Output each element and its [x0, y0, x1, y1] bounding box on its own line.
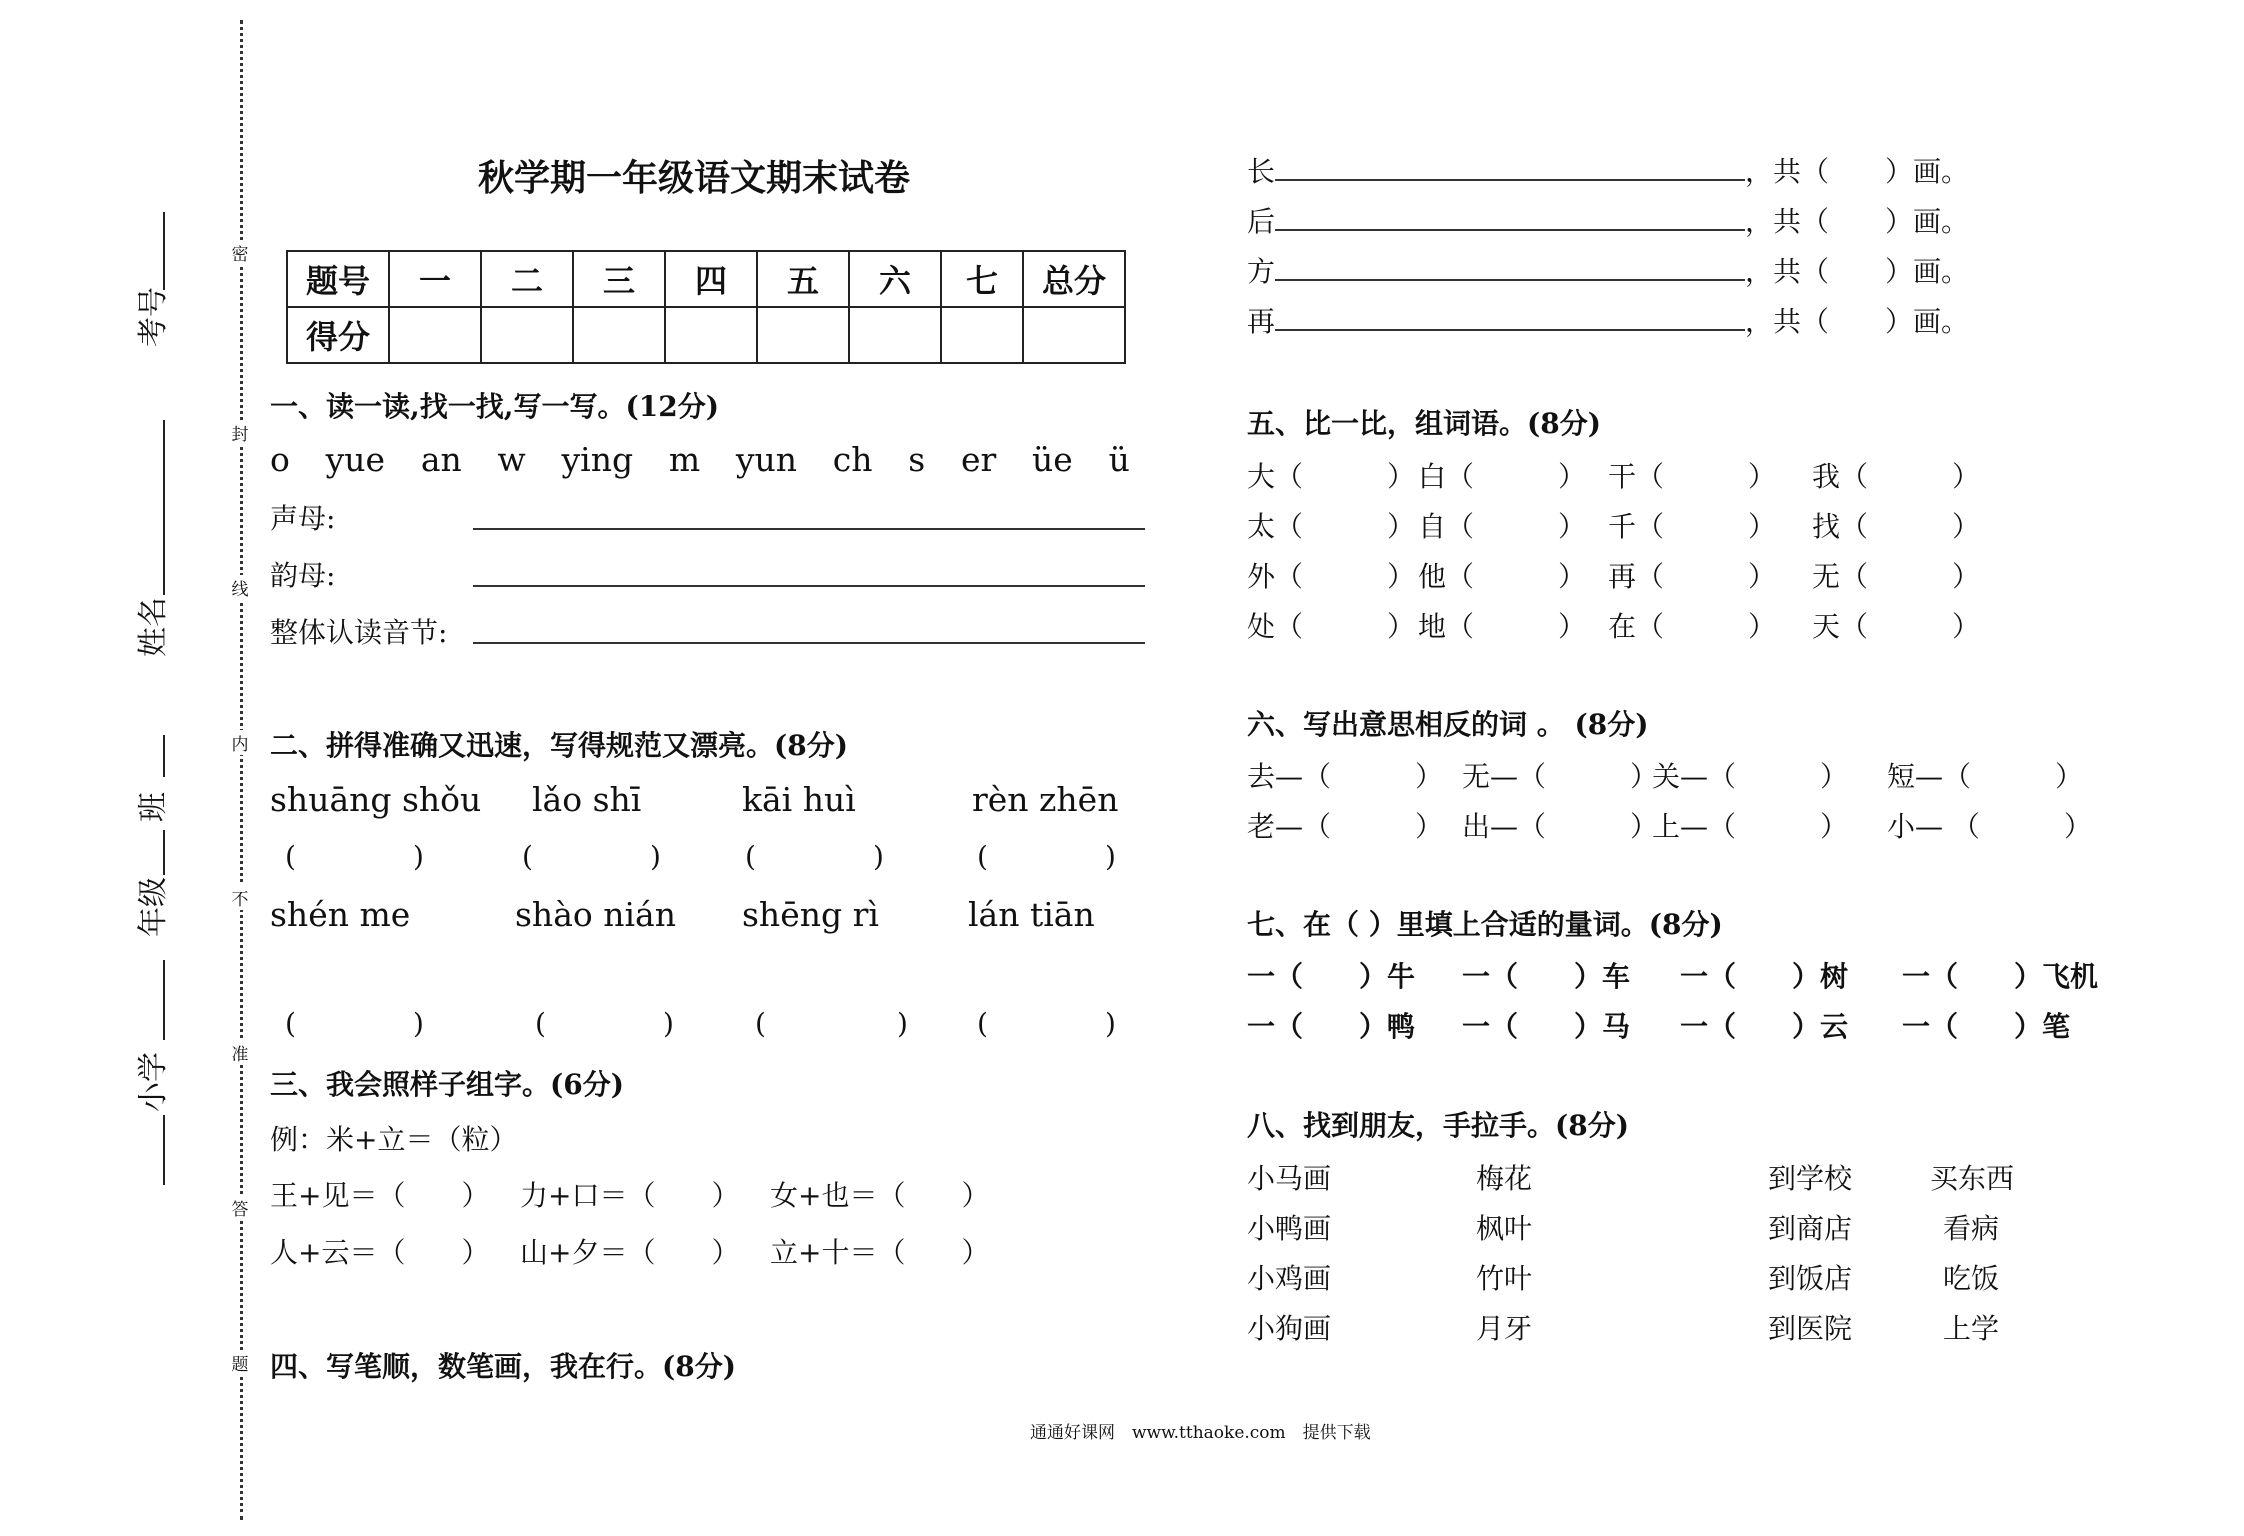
match-item[interactable]: 小鸭画 — [1247, 1212, 1332, 1245]
stroke-row — [1247, 200, 1969, 240]
antonym-item[interactable]: 无—（ ） — [1462, 760, 1659, 793]
word-item[interactable]: 在（ ） — [1608, 610, 1777, 643]
score-header: 题号 — [287, 251, 389, 307]
seal-word: 题 — [228, 1350, 252, 1375]
match-item[interactable]: 到饭店 — [1768, 1262, 1853, 1295]
pinyin-word: shēng rì — [742, 895, 879, 934]
pinyin-row — [270, 440, 1130, 479]
antonym-item[interactable]: 去—（ ） — [1247, 760, 1444, 793]
pinyin-item: ch — [832, 440, 873, 479]
match-item[interactable]: 小狗画 — [1247, 1312, 1332, 1345]
answer-paren-close[interactable]: ) — [1105, 1007, 1116, 1040]
word-item[interactable]: 天（ ） — [1812, 610, 1981, 643]
measure-word-item[interactable]: 一（ ）笔 — [1902, 1010, 2071, 1043]
match-item[interactable]: 看病 — [1943, 1212, 2000, 1245]
pinyin-word: rèn zhēn — [972, 780, 1119, 819]
stroke-answer-line[interactable] — [1275, 303, 1745, 331]
measure-word-item[interactable]: 一（ ）树 — [1680, 960, 1849, 993]
measure-word-item[interactable]: 一（ ）牛 — [1247, 960, 1416, 993]
answer-paren-open[interactable]: ( — [535, 1007, 546, 1040]
antonym-item[interactable]: 出—（ ） — [1462, 810, 1659, 843]
exam-no-label: 考号 — [136, 287, 171, 347]
seal-word: 准 — [228, 1040, 252, 1065]
score-cell[interactable] — [481, 307, 573, 363]
match-item[interactable]: 到商店 — [1768, 1212, 1853, 1245]
match-item[interactable]: 竹叶 — [1476, 1262, 1533, 1295]
antonym-item[interactable]: 短—（ ） — [1887, 760, 2084, 793]
stroke-suffix[interactable]: ，共（ ）画。 — [1745, 155, 1970, 188]
seal-word: 答 — [228, 1195, 252, 1220]
word-item[interactable]: 外（ ） — [1247, 560, 1416, 593]
seal-word: 不 — [228, 885, 252, 910]
pinyin-item: yun — [735, 440, 798, 479]
stroke-answer-line[interactable] — [1275, 153, 1745, 181]
stroke-answer-line[interactable] — [1275, 203, 1745, 231]
stroke-answer-line[interactable] — [1275, 253, 1745, 281]
score-header: 三 — [573, 251, 665, 307]
antonym-item[interactable]: 关—（ ） — [1652, 760, 1849, 793]
match-item[interactable]: 梅花 — [1476, 1162, 1533, 1195]
score-cell[interactable] — [849, 307, 941, 363]
stroke-row — [1247, 300, 1969, 340]
seal-word: 内 — [228, 730, 252, 755]
word-item[interactable]: 白（ ） — [1418, 460, 1587, 493]
seal-word: 线 — [228, 575, 252, 600]
answer-paren-open[interactable]: ( — [285, 840, 296, 873]
grade-blank[interactable] — [163, 960, 165, 1040]
section-8-heading: 八、找到朋友，手拉手。(8分) — [1247, 1109, 1629, 1142]
section-7-heading: 七、在（ ）里填上合适的量词。(8分) — [1247, 908, 1723, 941]
stroke-char: 再 — [1247, 305, 1276, 338]
score-table — [286, 250, 1126, 364]
exam-no-blank[interactable] — [163, 212, 165, 290]
finals-label: 韵母: — [270, 559, 336, 592]
compose-item[interactable]: 人+云＝（ ） — [270, 1236, 490, 1269]
match-item[interactable]: 上学 — [1943, 1312, 2000, 1345]
answer-paren-open[interactable]: ( — [977, 840, 988, 873]
word-item[interactable]: 干（ ） — [1608, 460, 1777, 493]
score-header: 总分 — [1023, 251, 1125, 307]
section-6-heading: 六、写出意思相反的词 。 (8分) — [1247, 708, 1649, 741]
score-cell[interactable] — [757, 307, 849, 363]
word-item[interactable]: 地（ ） — [1418, 610, 1587, 643]
class-blank[interactable] — [163, 735, 165, 777]
answer-paren-close[interactable]: ) — [650, 840, 661, 873]
word-item[interactable]: 他（ ） — [1418, 560, 1587, 593]
section-4-heading: 四、写笔顺，数笔画，我在行。(8分) — [270, 1350, 736, 1383]
pinyin-word: kāi huì — [742, 780, 856, 819]
footer-credit: 通通好课网 www.tthaoke.com 提供下载 — [1030, 1423, 1371, 1443]
section-1-heading: 一、读一读,找一找,写一写。(12分) — [270, 390, 719, 423]
match-item[interactable]: 买东西 — [1930, 1162, 2015, 1195]
pinyin-word: shuāng shǒu — [270, 780, 482, 819]
pinyin-item: s — [908, 440, 926, 479]
score-header: 五 — [757, 251, 849, 307]
pinyin-item: ying — [561, 440, 634, 479]
score-header: 四 — [665, 251, 757, 307]
name-blank[interactable] — [163, 420, 165, 595]
answer-paren-close[interactable]: ) — [413, 1007, 424, 1040]
antonym-item[interactable]: 老—（ ） — [1247, 810, 1444, 843]
pinyin-item: m — [668, 440, 701, 479]
answer-paren-open[interactable]: ( — [285, 1007, 296, 1040]
pinyin-item: yue — [325, 440, 386, 479]
score-cell[interactable] — [1023, 307, 1125, 363]
school-label: 小学 — [136, 1052, 171, 1112]
pinyin-item: w — [497, 440, 526, 479]
stroke-suffix[interactable]: ，共（ ）画。 — [1745, 205, 1970, 238]
score-cell[interactable] — [941, 307, 1023, 363]
answer-paren-open[interactable]: ( — [522, 840, 533, 873]
page-title: 秋学期一年级语文期末试卷 — [478, 157, 911, 199]
word-item[interactable]: 再（ ） — [1608, 560, 1777, 593]
score-cell[interactable] — [389, 307, 481, 363]
initials-label: 声母: — [270, 502, 336, 535]
pinyin-item: üe — [1032, 440, 1073, 479]
word-item[interactable]: 太（ ） — [1247, 510, 1416, 543]
word-item[interactable]: 千（ ） — [1608, 510, 1777, 543]
stroke-char: 后 — [1247, 205, 1276, 238]
score-header: 一 — [389, 251, 481, 307]
pinyin-word: lǎo shī — [532, 780, 642, 819]
score-header: 二 — [481, 251, 573, 307]
measure-word-item[interactable]: 一（ ）鸭 — [1247, 1010, 1416, 1043]
pinyin-item: ü — [1108, 440, 1130, 479]
match-item[interactable]: 小马画 — [1247, 1162, 1332, 1195]
stroke-char: 方 — [1247, 255, 1276, 288]
answer-paren-open[interactable]: ( — [755, 1007, 766, 1040]
measure-word-item[interactable]: 一（ ）飞机 — [1902, 960, 2099, 993]
section-3-heading: 三、我会照样子组字。(6分) — [270, 1068, 624, 1101]
compose-item[interactable]: 立+十＝（ ） — [770, 1236, 990, 1269]
word-item[interactable]: 我（ ） — [1812, 460, 1981, 493]
pinyin-word: shén me — [270, 895, 411, 934]
compose-item[interactable]: 山+夕＝（ ） — [520, 1236, 740, 1269]
school-blank[interactable] — [163, 1115, 165, 1185]
match-item[interactable]: 到医院 — [1768, 1312, 1853, 1345]
word-item[interactable]: 找（ ） — [1812, 510, 1981, 543]
match-item[interactable]: 吃饭 — [1943, 1262, 2000, 1295]
compose-item[interactable]: 王+见＝（ ） — [270, 1179, 490, 1212]
score-cell[interactable] — [665, 307, 757, 363]
compose-item[interactable]: 女+也＝（ ） — [770, 1179, 990, 1212]
section-2-heading: 二、拼得准确又迅速，写得规范又漂亮。(8分) — [270, 729, 848, 762]
stroke-row — [1247, 150, 1969, 190]
pinyin-item: an — [420, 440, 462, 479]
seal-word: 封 — [228, 420, 252, 445]
class-label: 班 — [136, 792, 171, 822]
whole-syllables-label: 整体认读音节: — [270, 616, 448, 649]
score-header: 六 — [849, 251, 941, 307]
pinyin-word: lán tiān — [968, 895, 1095, 934]
match-item[interactable]: 小鸡画 — [1247, 1262, 1332, 1295]
compose-item[interactable]: 力+口＝（ ） — [520, 1179, 740, 1212]
word-item[interactable]: 处（ ） — [1247, 610, 1416, 643]
whole-syllables-answer-line[interactable] — [473, 642, 1145, 644]
measure-word-item[interactable]: 一（ ）云 — [1680, 1010, 1849, 1043]
antonym-item[interactable]: 上—（ ） — [1652, 810, 1849, 843]
class-no-blank[interactable] — [163, 830, 165, 875]
match-item[interactable]: 枫叶 — [1476, 1212, 1533, 1245]
initials-answer-line[interactable] — [473, 528, 1145, 530]
answer-paren-open[interactable]: ( — [977, 1007, 988, 1040]
stroke-row — [1247, 250, 1969, 290]
match-item[interactable]: 月牙 — [1476, 1312, 1533, 1345]
pinyin-item: er — [960, 440, 997, 479]
answer-paren-close[interactable]: ) — [1105, 840, 1116, 873]
finals-answer-line[interactable] — [473, 585, 1145, 587]
section-5-heading: 五、比一比，组词语。(8分) — [1247, 407, 1601, 440]
seal-word: 密 — [228, 240, 252, 265]
example-text: 例：米+立＝（粒） — [270, 1123, 518, 1156]
pinyin-word: shào nián — [515, 895, 676, 934]
answer-paren-close[interactable]: ) — [663, 1007, 674, 1040]
score-cell[interactable] — [573, 307, 665, 363]
pinyin-item: o — [270, 440, 290, 479]
stroke-suffix[interactable]: ，共（ ）画。 — [1745, 305, 1970, 338]
score-header: 七 — [941, 251, 1023, 307]
word-item[interactable]: 大（ ） — [1247, 460, 1416, 493]
stroke-suffix[interactable]: ，共（ ）画。 — [1745, 255, 1970, 288]
match-item[interactable]: 到学校 — [1768, 1162, 1853, 1195]
score-row-label: 得分 — [287, 307, 389, 363]
answer-paren-open[interactable]: ( — [745, 840, 756, 873]
word-item[interactable]: 自（ ） — [1418, 510, 1587, 543]
measure-word-item[interactable]: 一（ ）车 — [1462, 960, 1631, 993]
name-label: 姓名 — [136, 597, 171, 657]
measure-word-item[interactable]: 一（ ）马 — [1462, 1010, 1631, 1043]
word-item[interactable]: 无（ ） — [1812, 560, 1981, 593]
antonym-item[interactable]: 小— （ ） — [1887, 810, 2092, 843]
answer-paren-close[interactable]: ) — [413, 840, 424, 873]
answer-paren-close[interactable]: ) — [873, 840, 884, 873]
answer-paren-close[interactable]: ) — [897, 1007, 908, 1040]
stroke-char: 长 — [1247, 155, 1276, 188]
grade-label: 年级 — [136, 877, 171, 937]
